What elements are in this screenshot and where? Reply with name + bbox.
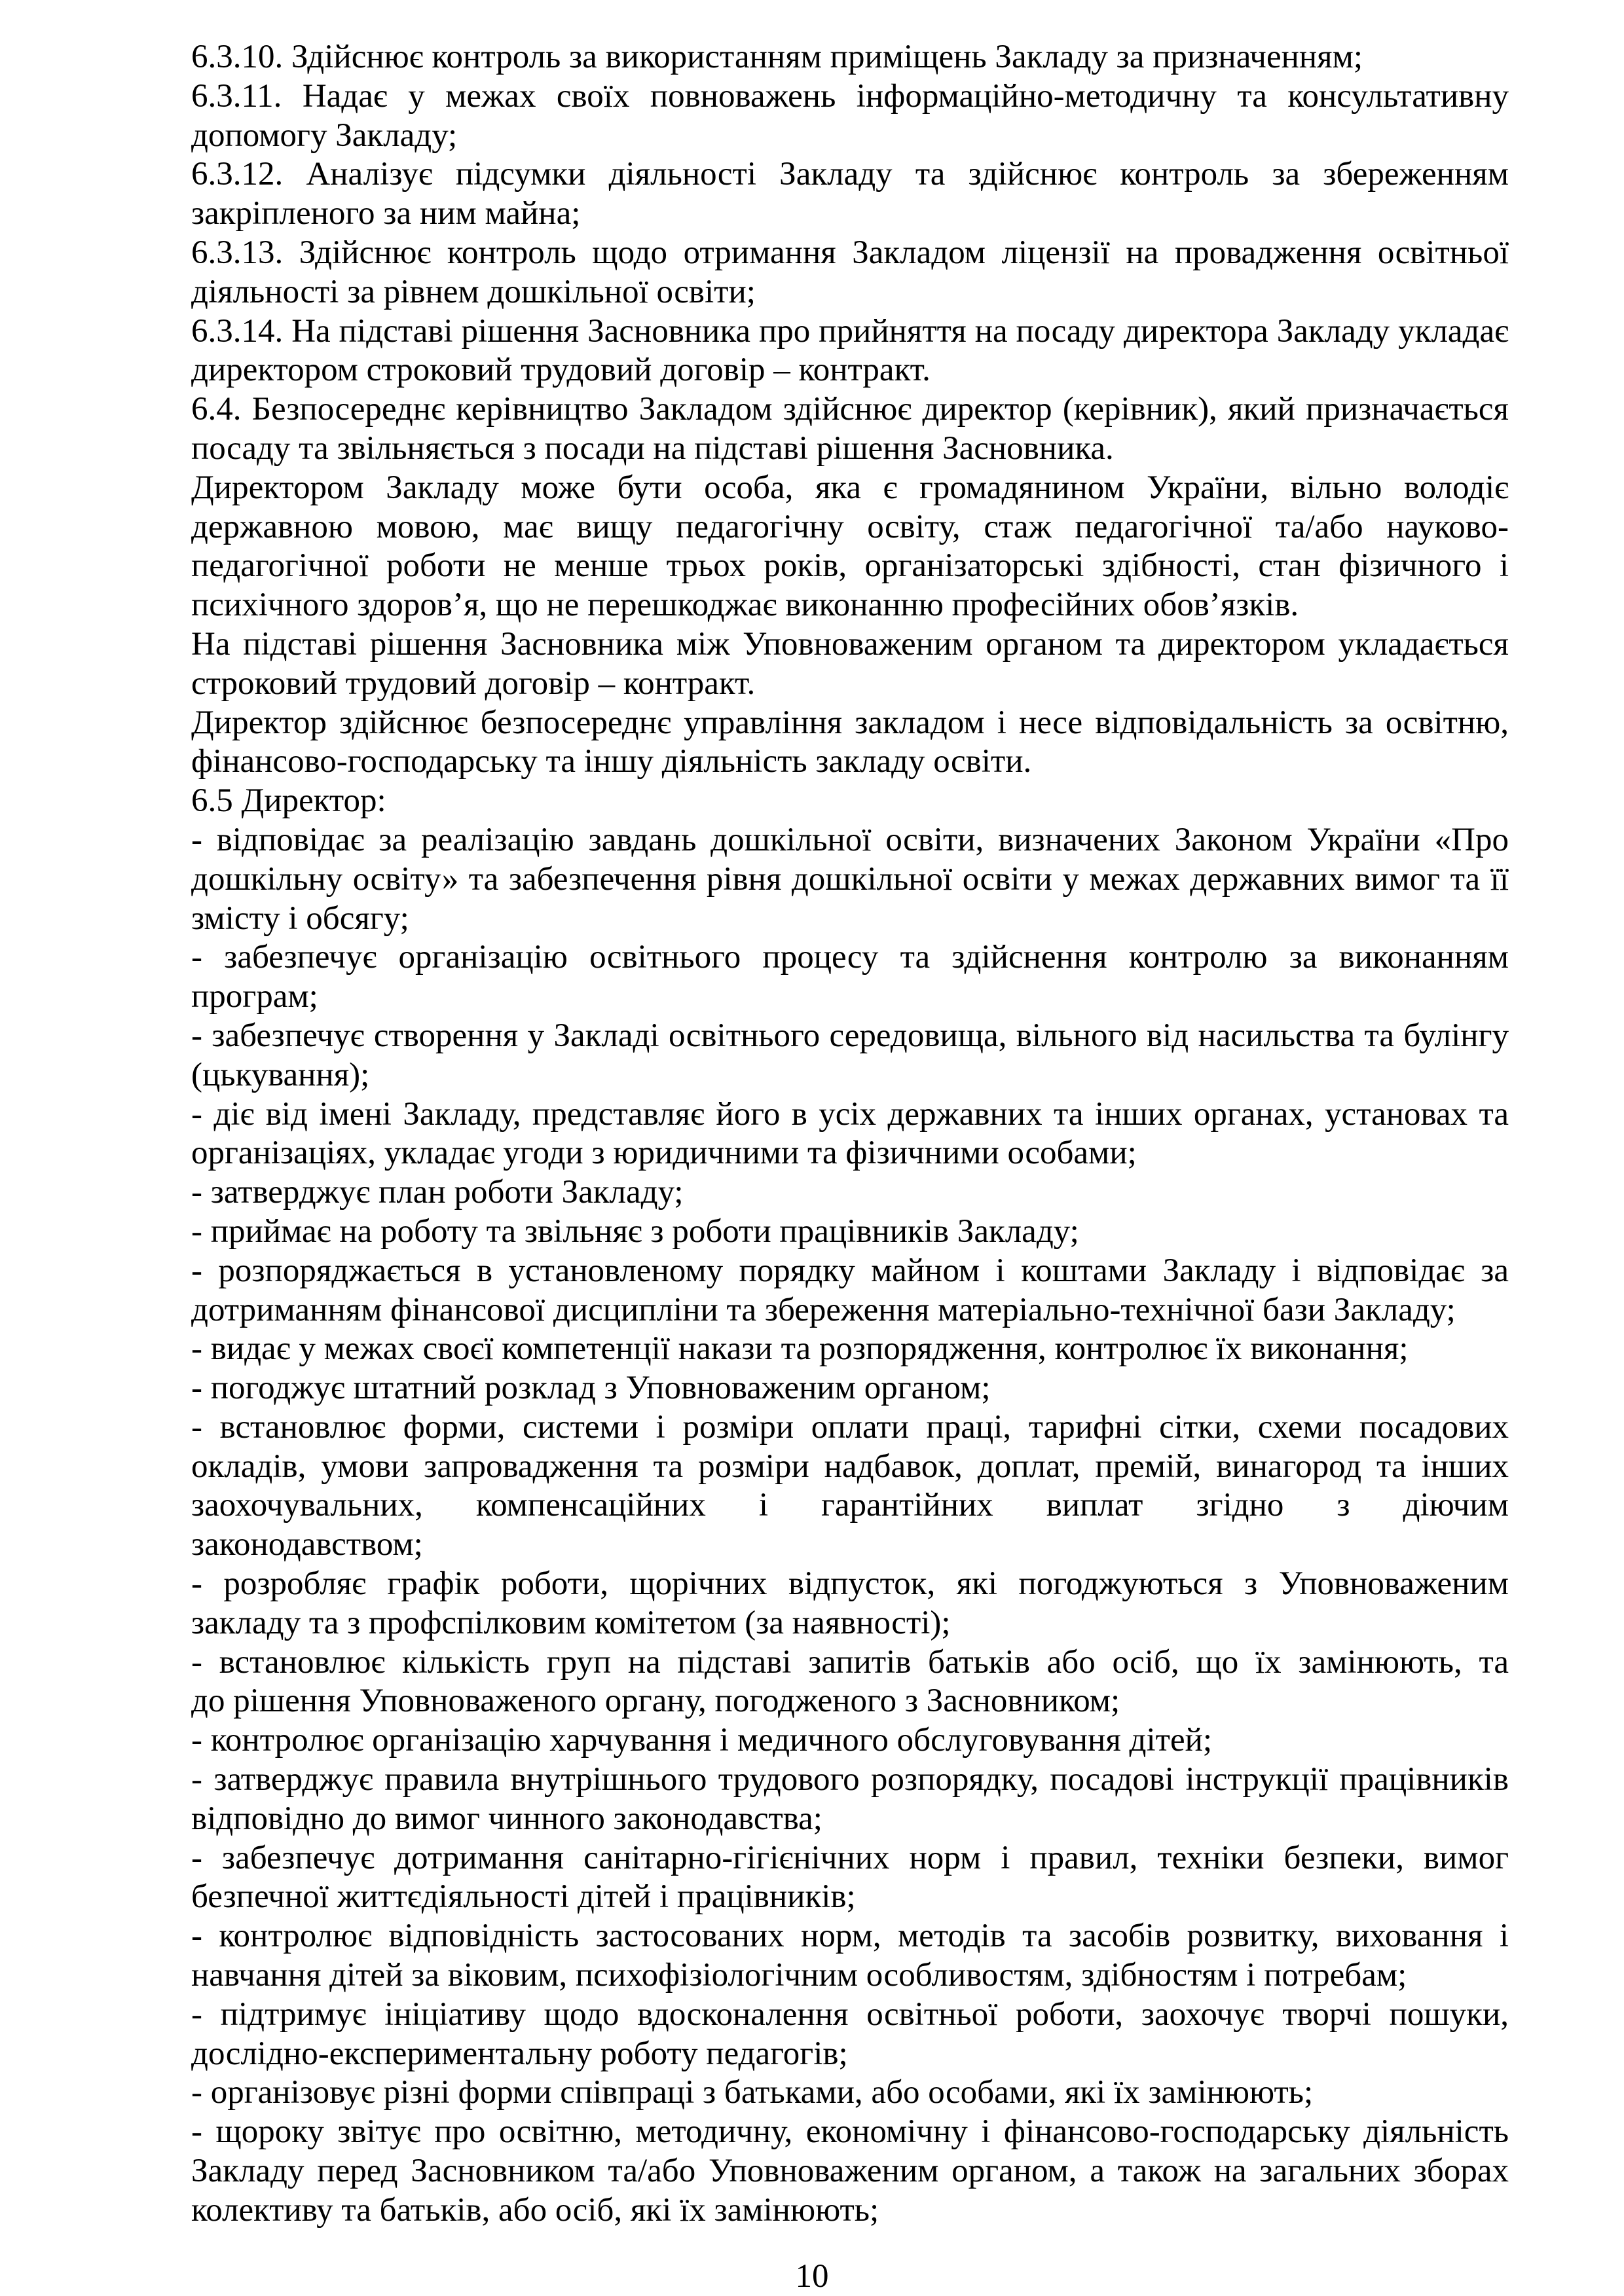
text-line: законодавством; <box>191 1526 423 1563</box>
paragraph <box>191 1721 1509 1760</box>
text-line: - затверджує правила внутрішнього трудового розпорядку, посадові інструкції працівників <box>191 1761 1509 1798</box>
paragraph <box>191 1995 1509 2074</box>
paragraph <box>191 2073 1509 2113</box>
document-body <box>191 38 1509 2231</box>
text-line: 6.5 Директор: <box>191 782 386 820</box>
paragraph <box>191 1917 1509 1995</box>
text-line: - діє від імені Закладу, представляє його в усіх державних та інших органах, установах та <box>191 1095 1509 1133</box>
text-line: - підтримує ініціативу щодо вдосконалення освітньої роботи, заохочує творчі пошуки, <box>191 1995 1509 2033</box>
text-line: 6.3.10. Здійснює контроль за використанням приміщень Закладу за призначенням; <box>191 39 1363 75</box>
text-line: Директором Закладу може бути особа, яка є громадянином України, вільно володіє <box>191 469 1509 506</box>
text-line: - контролює відповідність застосованих норм, методів та засобів розвитку, виховання і <box>191 1918 1509 1955</box>
paragraph <box>191 1095 1509 1174</box>
paragraph <box>191 1017 1509 1095</box>
paragraph <box>191 1252 1509 1330</box>
text-line: допомогу Закладу; <box>191 117 458 154</box>
text-line: відповідно до вимог чинного законодавства; <box>191 1800 822 1837</box>
text-line: державною мовою, має вищу педагогічну освіту, стаж педагогічної та/або науково- <box>191 508 1509 545</box>
text-line: окладів, умови запровадження та розміри надбавок, доплат, премій, винагород та інших <box>191 1448 1509 1485</box>
page-number: 10 <box>795 2258 829 2295</box>
text-line: дослідно-експериментальну роботу педагогів; <box>191 2035 848 2072</box>
text-line: - встановлює форми, системи і розміри оплати праці, тарифні сітки, схеми посадових <box>191 1408 1509 1446</box>
text-line: до рішення Уповноваженого органу, погодженого з Засновником; <box>191 1683 1120 1720</box>
text-line: навчання дітей за віковим, психофізіологічним особливостям, здібностям і потребам; <box>191 1957 1407 1994</box>
paragraph <box>191 1369 1509 1408</box>
paragraph <box>191 312 1509 391</box>
paragraph <box>191 1330 1509 1369</box>
text-line: - щороку звітує про освітню, методичну, економічну і фінансово-господарську діяльність <box>191 2113 1509 2151</box>
text-line: 6.3.12. Аналізує підсумки діяльності Закладу та здійснює контроль за збереженням <box>191 156 1509 193</box>
paragraph <box>191 1760 1509 1839</box>
text-line: - організовує різні форми співпраці з батьками, або особами, які їх замінюють; <box>191 2074 1314 2111</box>
text-line: 6.3.11. Надає у межах своїх повноважень інформаційно-методичну та консультативну <box>191 77 1509 115</box>
paragraph <box>191 77 1509 156</box>
text-line: психічного здоров’я, що не перешкоджає виконанню професійних обов’язків. <box>191 587 1299 624</box>
paragraph <box>191 938 1509 1017</box>
text-line: програм; <box>191 978 318 1015</box>
paragraph <box>191 782 1509 821</box>
paragraph <box>191 1565 1509 1643</box>
paragraph <box>191 2113 1509 2230</box>
text-line: організаціях, укладає угоди з юридичними та фізичними особами; <box>191 1135 1137 1172</box>
text-line: 6.3.14. На підставі рішення Засновника про прийняття на посаду директора Закладу укладає <box>191 312 1509 350</box>
text-line: (цькування); <box>191 1056 370 1093</box>
text-line: - забезпечує дотримання санітарно-гігієнічних норм і правил, техніки безпеки, вимог <box>191 1839 1509 1876</box>
text-line: 6.3.13. Здійснює контроль щодо отримання Закладом ліцензії на провадження освітньої <box>191 234 1509 271</box>
text-line: діяльності за рівнем дошкільної освіти; <box>191 273 756 310</box>
text-line: безпечної життєдіяльності дітей і працівників; <box>191 1878 856 1916</box>
text-line: колективу та батьків, або осіб, які їх замінюють; <box>191 2191 879 2229</box>
text-line: 6.4. Безпосереднє керівництво Закладом здійснює директор (керівник), який призначається <box>191 391 1509 428</box>
text-line: На підставі рішення Засновника між Уповноваженим органом та директором укладається <box>191 625 1509 663</box>
text-line: дошкільну освіту» та забезпечення рівня дошкільної освіти у межах державних вимог та її <box>191 860 1509 898</box>
text-line: - погоджує штатний розклад з Уповноваженим органом; <box>191 1370 991 1407</box>
text-line: - забезпечує створення у Закладі освітнього середовища, вільного від насильства та булінгу <box>191 1017 1509 1054</box>
text-line: строковий трудовий договір – контракт. <box>191 665 756 702</box>
text-line: Закладу перед Засновником та/або Уповноваженим органом, а також на загальних зборах <box>191 2153 1509 2190</box>
paragraph <box>191 234 1509 312</box>
paragraph <box>191 1408 1509 1565</box>
paragraph <box>191 1839 1509 1918</box>
text-line: - видає у межах своєї компетенції накази та розпорядження, контролює їх виконання; <box>191 1330 1409 1368</box>
text-line: закладу та з профспілковим комітетом (за наявності); <box>191 1604 951 1641</box>
paragraph <box>191 1173 1509 1212</box>
text-line: фінансово-господарську та іншу діяльність закладу освіти. <box>191 743 1032 780</box>
text-line: закріпленого за ним майна; <box>191 195 581 232</box>
text-line: - встановлює кількість груп на підставі запитів батьків або осіб, що їх замінюють, та <box>191 1643 1509 1681</box>
paragraph <box>191 704 1509 782</box>
paragraph <box>191 155 1509 234</box>
paragraph <box>191 469 1509 625</box>
text-line: - приймає на роботу та звільняє з роботи працівників Закладу; <box>191 1212 1079 1250</box>
text-line: змісту і обсягу; <box>191 900 409 937</box>
text-line: посаду та звільняється з посади на підставі рішення Засновника. <box>191 429 1114 467</box>
text-line: - забезпечує організацію освітнього процесу та здійснення контролю за виконанням <box>191 939 1509 976</box>
paragraph <box>191 38 1509 77</box>
text-line: педагогічної роботи не менше трьох років, організаторські здібності, стан фізичного і <box>191 547 1509 585</box>
paragraph <box>191 390 1509 469</box>
text-line: - контролює організацію харчування і медичного обслуговування дітей; <box>191 1722 1213 1759</box>
text-line: дотриманням фінансової дисципліни та збереження матеріально-технічної бази Закладу; <box>191 1291 1456 1328</box>
text-line: заохочувальних, компенсаційних і гарантійних виплат згідно з діючим <box>191 1487 1509 1524</box>
text-line: директором строковий трудовий договір – контракт. <box>191 352 931 389</box>
paragraph <box>191 1643 1509 1722</box>
paragraph <box>191 1212 1509 1252</box>
text-line: - затверджує план роботи Закладу; <box>191 1174 684 1211</box>
text-line: - відповідає за реалізацію завдань дошкільної освіти, визначених Законом України «Про <box>191 821 1509 858</box>
text-line: - розробляє графік роботи, щорічних відпусток, які погоджуються з Уповноваженим <box>191 1565 1509 1603</box>
paragraph <box>191 821 1509 938</box>
paragraph <box>191 625 1509 704</box>
text-line: - розпоряджається в установленому порядку майном і коштами Закладу і відповідає за <box>191 1252 1509 1289</box>
text-line: Директор здійснює безпосереднє управління закладом і несе відповідальність за освітню, <box>191 704 1509 741</box>
